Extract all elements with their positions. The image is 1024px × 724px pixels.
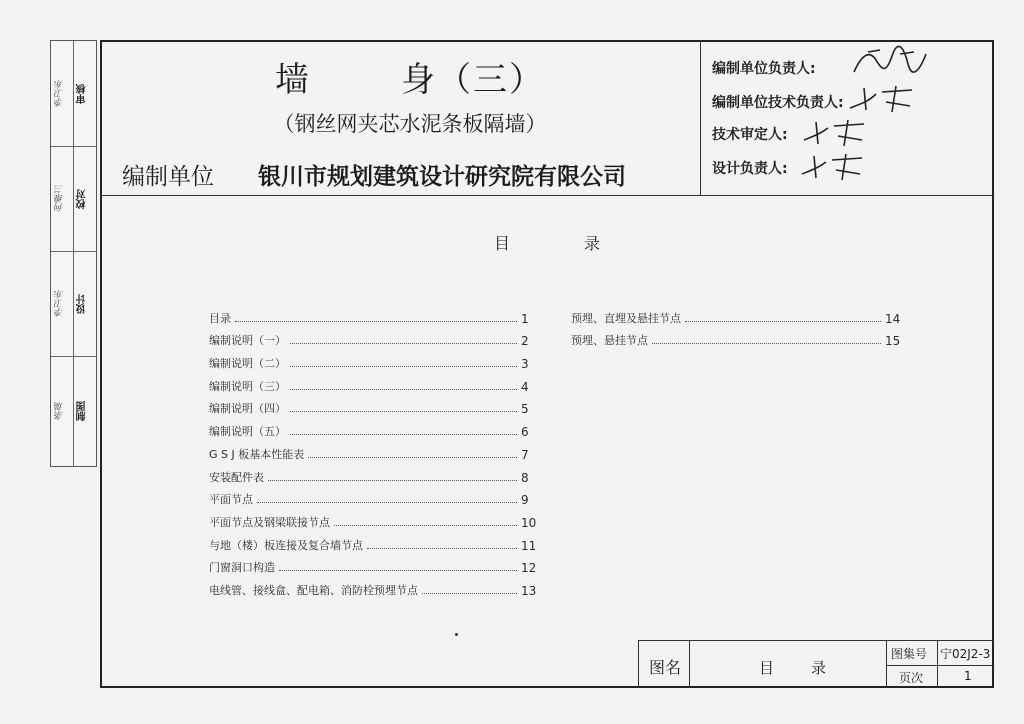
toc-leader-dots [290,343,517,344]
strip-label: 制图 [77,401,88,422]
toc-entry[interactable] [209,371,539,394]
strip-row-drawing [51,356,96,466]
toc-entry[interactable] [209,348,539,371]
toc-leader-dots [290,366,517,367]
drawing-name-char-2: 录 [811,659,827,677]
strip-row-check [51,146,96,252]
toc-leader-dots [652,343,881,344]
toc-entry[interactable] [209,416,539,439]
toc-entry-page: 10 [521,515,537,530]
signature-scribble-3 [800,118,872,148]
toc-leader-dots [685,321,881,322]
toc-entry-page: 5 [521,402,529,417]
toc-entry-title: 目录 [209,311,231,325]
toc-entry[interactable] [209,303,539,326]
toc-entry-page: 4 [521,379,529,394]
strip-signature: 条瑞 [55,402,65,421]
toc-heading-char-2: 录 [584,234,601,253]
tb-divider [689,641,690,688]
toc-entry-title: 与地（楼）板连接及复合墙节点 [209,538,363,552]
org-name: 银川市规划建筑设计研究院有限公司 [258,164,626,190]
responsible-role: 编制单位负责人: [712,61,816,77]
toc-entry[interactable] [209,507,539,530]
toc-heading-char-1: 目 [494,234,511,253]
toc-entry-page: 7 [521,447,529,462]
header-vertical-divider [700,40,701,195]
toc-entry-title: 平面节点 [209,493,253,507]
toc-entry[interactable] [571,303,903,326]
page-title [200,52,620,101]
signature-image [800,118,872,154]
strip-label: 校对 [77,189,88,209]
toc-leader-dots [268,480,517,481]
toc-entry[interactable] [571,326,903,349]
toc-leader-dots [334,525,517,526]
toc-entry-title: 平面节点及钢梁联接节点 [209,515,330,529]
toc-leader-dots [422,593,517,594]
responsible-role: 设计负责人: [712,161,788,177]
responsible-role: 编制单位技术负责人: [712,95,844,111]
toc-entry-page: 14 [885,311,901,326]
toc-leader-dots [290,411,517,412]
toc-entry[interactable] [209,553,539,576]
toc-right-column [571,303,903,348]
toc-leader-dots [290,389,517,390]
toc-entry[interactable] [209,485,539,508]
org-label: 编制单位 [122,164,214,190]
toc-entry-title: 安装配件表 [209,470,264,484]
page-number-label: 页次 [899,671,924,685]
toc-leader-dots [367,548,517,549]
toc-entry-title: 编制说明（二） [209,357,286,371]
strip-label: 设计 [77,294,88,314]
atlas-number-label: 图集号 [891,647,928,661]
drawing-name-label: 图名 [649,658,682,677]
strip-row-design [51,251,96,357]
signature-image [846,84,918,120]
tb-divider [886,665,994,666]
toc-leader-dots [308,457,517,458]
title-block [638,640,994,688]
page-subtitle: （钢丝网夹芯水泥条板隔墙） [273,112,547,136]
toc-entry-page: 9 [521,493,529,508]
toc-entry-title: 门窗洞口构造 [209,561,275,575]
drawing-name-char-1: 目 [759,659,775,677]
signature-scribble-2 [846,84,918,114]
strip-signature: 何维兰 [55,185,65,213]
signature-scribble-1 [850,44,930,80]
toc-entry-title: 编制说明（一） [209,334,286,348]
toc-entry-title: 编制说明（四） [209,402,286,416]
header-divider [100,195,994,196]
signature-scribble-4 [798,152,870,182]
responsible-role: 技术审定人: [712,127,788,143]
strip-row-review [51,41,96,147]
toc-entry[interactable] [209,326,539,349]
toc-entry-page: 12 [521,561,537,576]
toc-entry-page: 2 [521,334,529,349]
strip-label: 审核 [77,84,88,104]
toc-entry-title: 预埋、直埋及悬挂节点 [571,311,681,325]
toc-entry[interactable] [209,394,539,417]
title-part-1: 墙 [275,60,311,100]
speck-mark [455,633,458,636]
toc-entry-title: 编制说明（三） [209,379,286,393]
toc-leader-dots [257,502,517,503]
toc-entry-page: 6 [521,425,529,440]
toc-entry-title: G S J 板基本性能表 [209,447,305,461]
toc-entry[interactable] [209,439,539,462]
signature-image [850,44,930,86]
toc-entry-page: 1 [521,311,529,326]
toc-entry-title: 编制说明（五） [209,425,286,439]
signature-image [798,152,870,188]
toc-entry[interactable] [209,530,539,553]
toc-entry-title: 预埋、悬挂节点 [571,334,648,348]
strip-signature: 李卫东 [55,290,65,318]
toc-entry-page: 11 [521,538,537,553]
toc-entry-page: 3 [521,357,529,372]
toc-leader-dots [290,434,517,435]
toc-entry-page: 15 [885,334,901,349]
toc-entry[interactable] [209,462,539,485]
strip-signature: 李卫东 [55,80,65,108]
approval-strip [50,40,97,467]
toc-entry-title: 电线管、接线盒、配电箱、消防栓预埋节点 [209,583,418,597]
toc-left-column [209,303,539,598]
toc-entry-page: 13 [521,583,537,598]
toc-entry[interactable] [209,575,539,598]
title-part-2: 身（三） [401,60,545,100]
atlas-number-value: 宁02J2-3 [940,647,991,661]
toc-leader-dots [279,570,517,571]
page-number-value: 1 [964,669,972,683]
toc-leader-dots [235,321,517,322]
toc-entry-page: 8 [521,470,529,485]
